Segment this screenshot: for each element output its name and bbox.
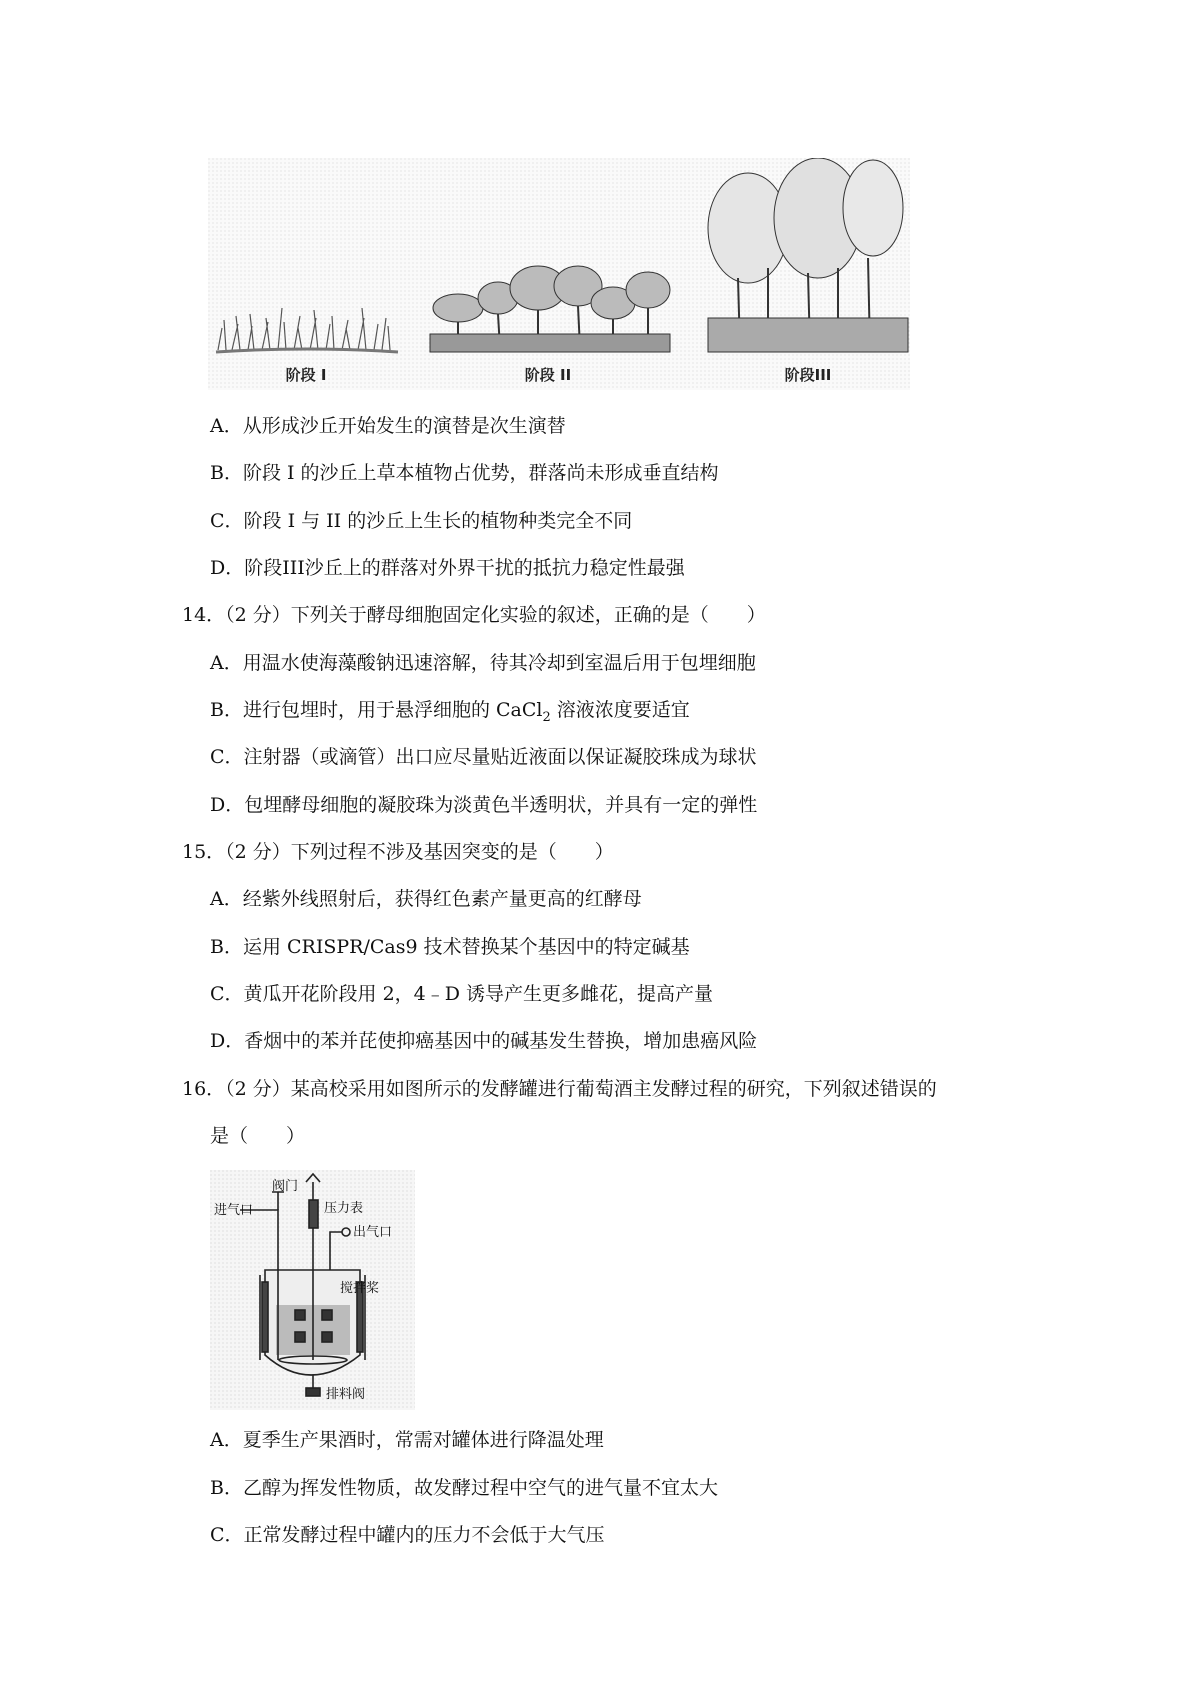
q14-stem: 14．（2 分）下列关于酵母细胞固定化实验的叙述，正确的是（ ） <box>182 604 766 626</box>
stirrer-label: 搅拌桨 <box>340 1281 380 1296</box>
inlet-label: 进气口 <box>214 1203 254 1218</box>
valve-label: 阀门 <box>272 1179 299 1194</box>
q16-option-b: B．乙醇为挥发性物质，故发酵过程中空气的进气量不宜太大 <box>210 1477 718 1499</box>
q15-option-a: A．经紫外线照射后，获得红色素产量更高的红酵母 <box>210 888 642 910</box>
stage3-label: 阶段III <box>784 366 832 384</box>
stage1-label: 阶段 I <box>285 366 327 384</box>
stage3-forest-drawing <box>708 158 908 352</box>
q13-option-d: D．阶段III沙丘上的群落对外界干扰的抵抗力稳定性最强 <box>210 557 685 579</box>
drain-valve-label: 排料阀 <box>326 1387 366 1402</box>
q15-option-d: D．香烟中的苯并芘使抑癌基因中的碱基发生替换，增加患癌风险 <box>210 1030 758 1052</box>
q14-option-b-subscript: 2 <box>542 709 551 725</box>
fermentation-tank-figure <box>210 1170 415 1410</box>
pressure-gauge-label: 压力表 <box>324 1201 364 1216</box>
q15-stem: 15．（2 分）下列过程不涉及基因突变的是（ ） <box>182 841 614 863</box>
succession-figure <box>208 158 910 390</box>
q14-option-c: C．注射器（或滴管）出口应尽量贴近液面以保证凝胶珠成为球状 <box>210 746 757 768</box>
q14-option-a: A．用温水使海藻酸钠迅速溶解，待其冷却到室温后用于包埋细胞 <box>210 652 756 674</box>
q13-option-c: C．阶段 I 与 II 的沙丘上生长的植物种类完全不同 <box>210 510 633 532</box>
q16-stem-line2: 是（ ） <box>210 1125 306 1147</box>
q16-option-a: A．夏季生产果酒时，常需对罐体进行降温处理 <box>210 1429 604 1451</box>
stage2-label: 阶段 II <box>524 366 572 384</box>
q13-option-a: A．从形成沙丘开始发生的演替是次生演替 <box>210 415 566 437</box>
q14-option-d: D．包埋酵母细胞的凝胶珠为淡黄色半透明状，并具有一定的弹性 <box>210 794 758 816</box>
q14-option-b-text-end: 溶液浓度要适宜 <box>550 699 690 721</box>
q15-option-c: C．黄瓜开花阶段用 2，4﹣D 诱导产生更多雌花，提高产量 <box>210 983 714 1005</box>
outlet-label: 出气口 <box>353 1225 393 1240</box>
q14-option-b <box>210 698 690 725</box>
q14-option-b-text: B．进行包埋时，用于悬浮细胞的 CaCl <box>210 699 543 721</box>
q13-option-b: B．阶段 I 的沙丘上草本植物占优势，群落尚未形成垂直结构 <box>210 462 719 484</box>
q16-option-c: C．正常发酵过程中罐内的压力不会低于大气压 <box>210 1524 605 1546</box>
q16-stem-line1: 16．（2 分）某高校采用如图所示的发酵罐进行葡萄酒主发酵过程的研究，下列叙述错误的 <box>182 1078 937 1100</box>
q15-option-b: B．运用 CRISPR/Cas9 技术替换某个基因中的特定碱基 <box>210 936 690 958</box>
